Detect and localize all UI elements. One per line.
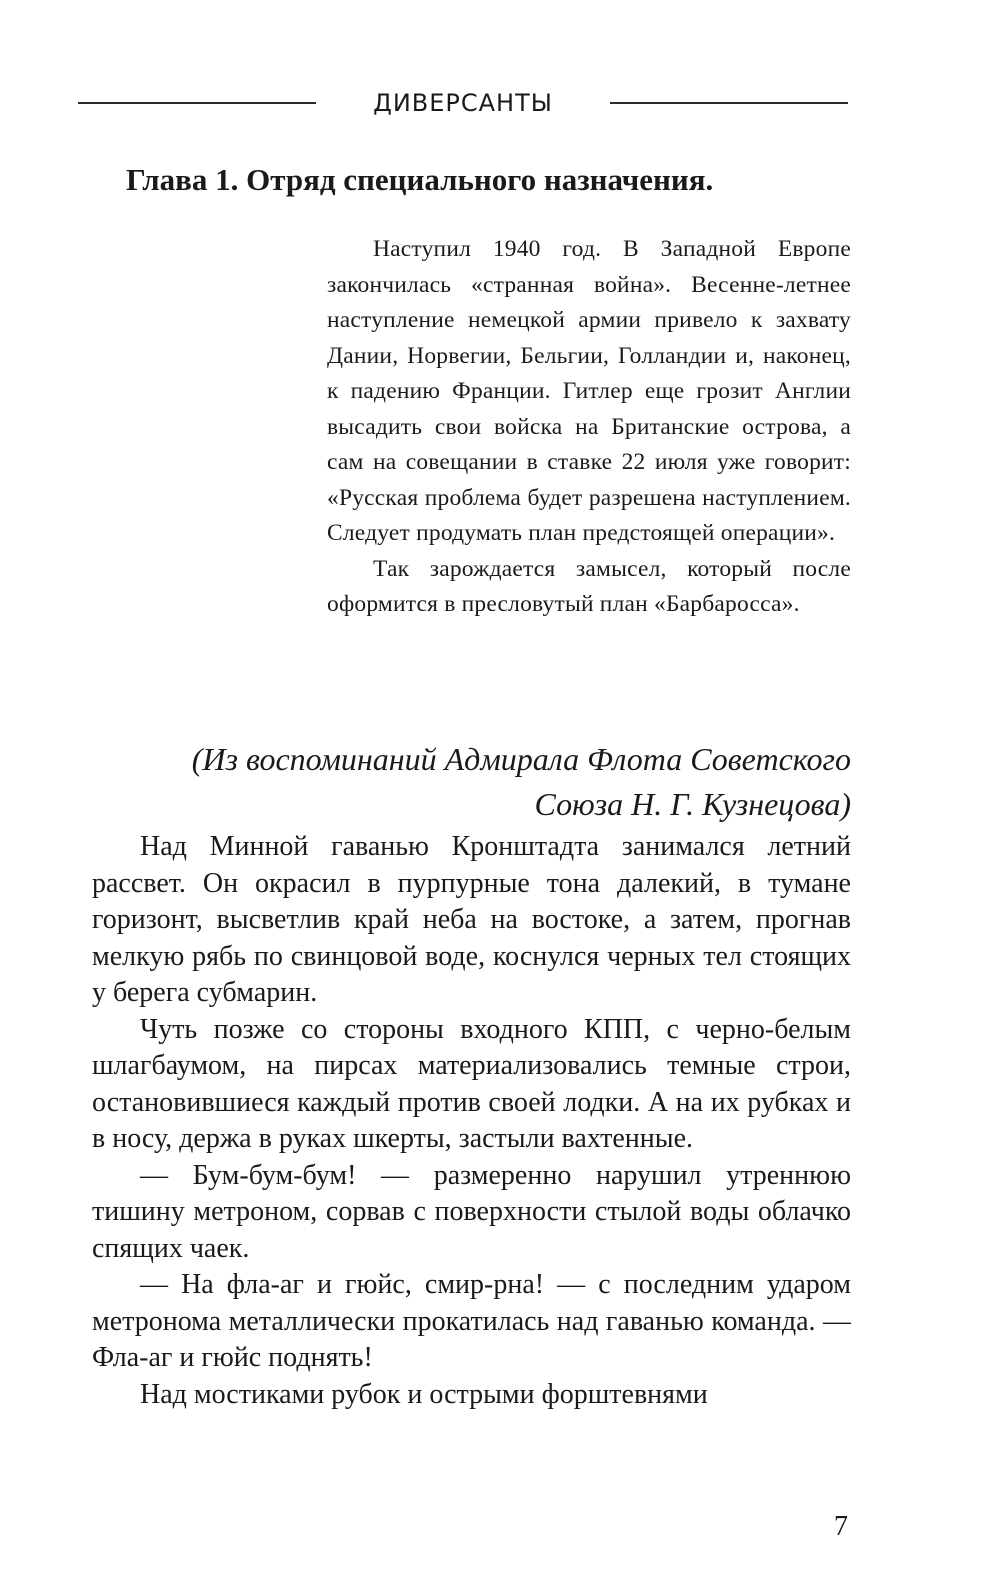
running-header <box>78 88 848 118</box>
header-rule-left <box>78 102 316 104</box>
body-text <box>92 829 851 1413</box>
epigraph-paragraph: Так зарождается замысел, который после оформится в пресловутый план «Барбаросса». <box>327 555 851 617</box>
header-rule-right <box>610 102 848 104</box>
body-paragraph: — На фла-аг и гюйс, смир-рна! — с последним ударом метронома металлически прокатилась над гаванью команда. — Фла-аг и гюйс поднять! <box>92 1269 851 1373</box>
epigraph <box>327 232 851 623</box>
attribution-line: (Из воспоминаний Адмирала Флота Советского <box>191 741 851 777</box>
body-paragraph: — Бум-бум-бум! — размеренно нарушил утреннюю тишину метроном, сорвав с поверхности стылой воды облачко спящих чаек. <box>92 1159 851 1264</box>
epigraph-paragraph: Наступил 1940 год. В Западной Европе закончилась «странная война». Весенне-летнее наступление немецкой армии привело к захвату Дании, Норвегии, Бельгии, Голландии и, наконец, к падению Франции. Гитлер еще грозит Англии высадить свои войска на Британские острова, а сам на совещании в ставке 22 июля уже говорит: «Русская проблема будет разрешена наступлением. Следует продумать план предстоящей операции». <box>327 236 851 546</box>
attribution-line: Союза Н. Г. Кузнецова) <box>534 786 851 822</box>
running-title: ДИВЕРСАНТЫ <box>373 89 553 117</box>
body-paragraph: Над мостиками рубок и острыми форштевнями <box>140 1378 708 1410</box>
page-number: 7 <box>834 1511 848 1542</box>
epigraph-attribution <box>120 737 851 827</box>
body-paragraph: Над Минной гаванью Кронштадта занимался летний рассвет. Он окрасил в пурпурные тона далекий, в тумане горизонт, высветлив край неба на востоке, а затем, прогнав мелкую рябь по свинцовой воде, коснулся черных тел стоящих у берега субмарин. <box>92 831 851 1008</box>
body-paragraph: Чуть позже со стороны входного КПП, с черно-белым шлагбаумом, на пирсах материализовались темные строи, остановившиеся каждый против своей лодки. А на их рубках и в носу, держа в руках шкерты, застыли вахтенные. <box>92 1013 851 1154</box>
chapter-title: Глава 1. Отряд специального назначения. <box>126 162 714 197</box>
